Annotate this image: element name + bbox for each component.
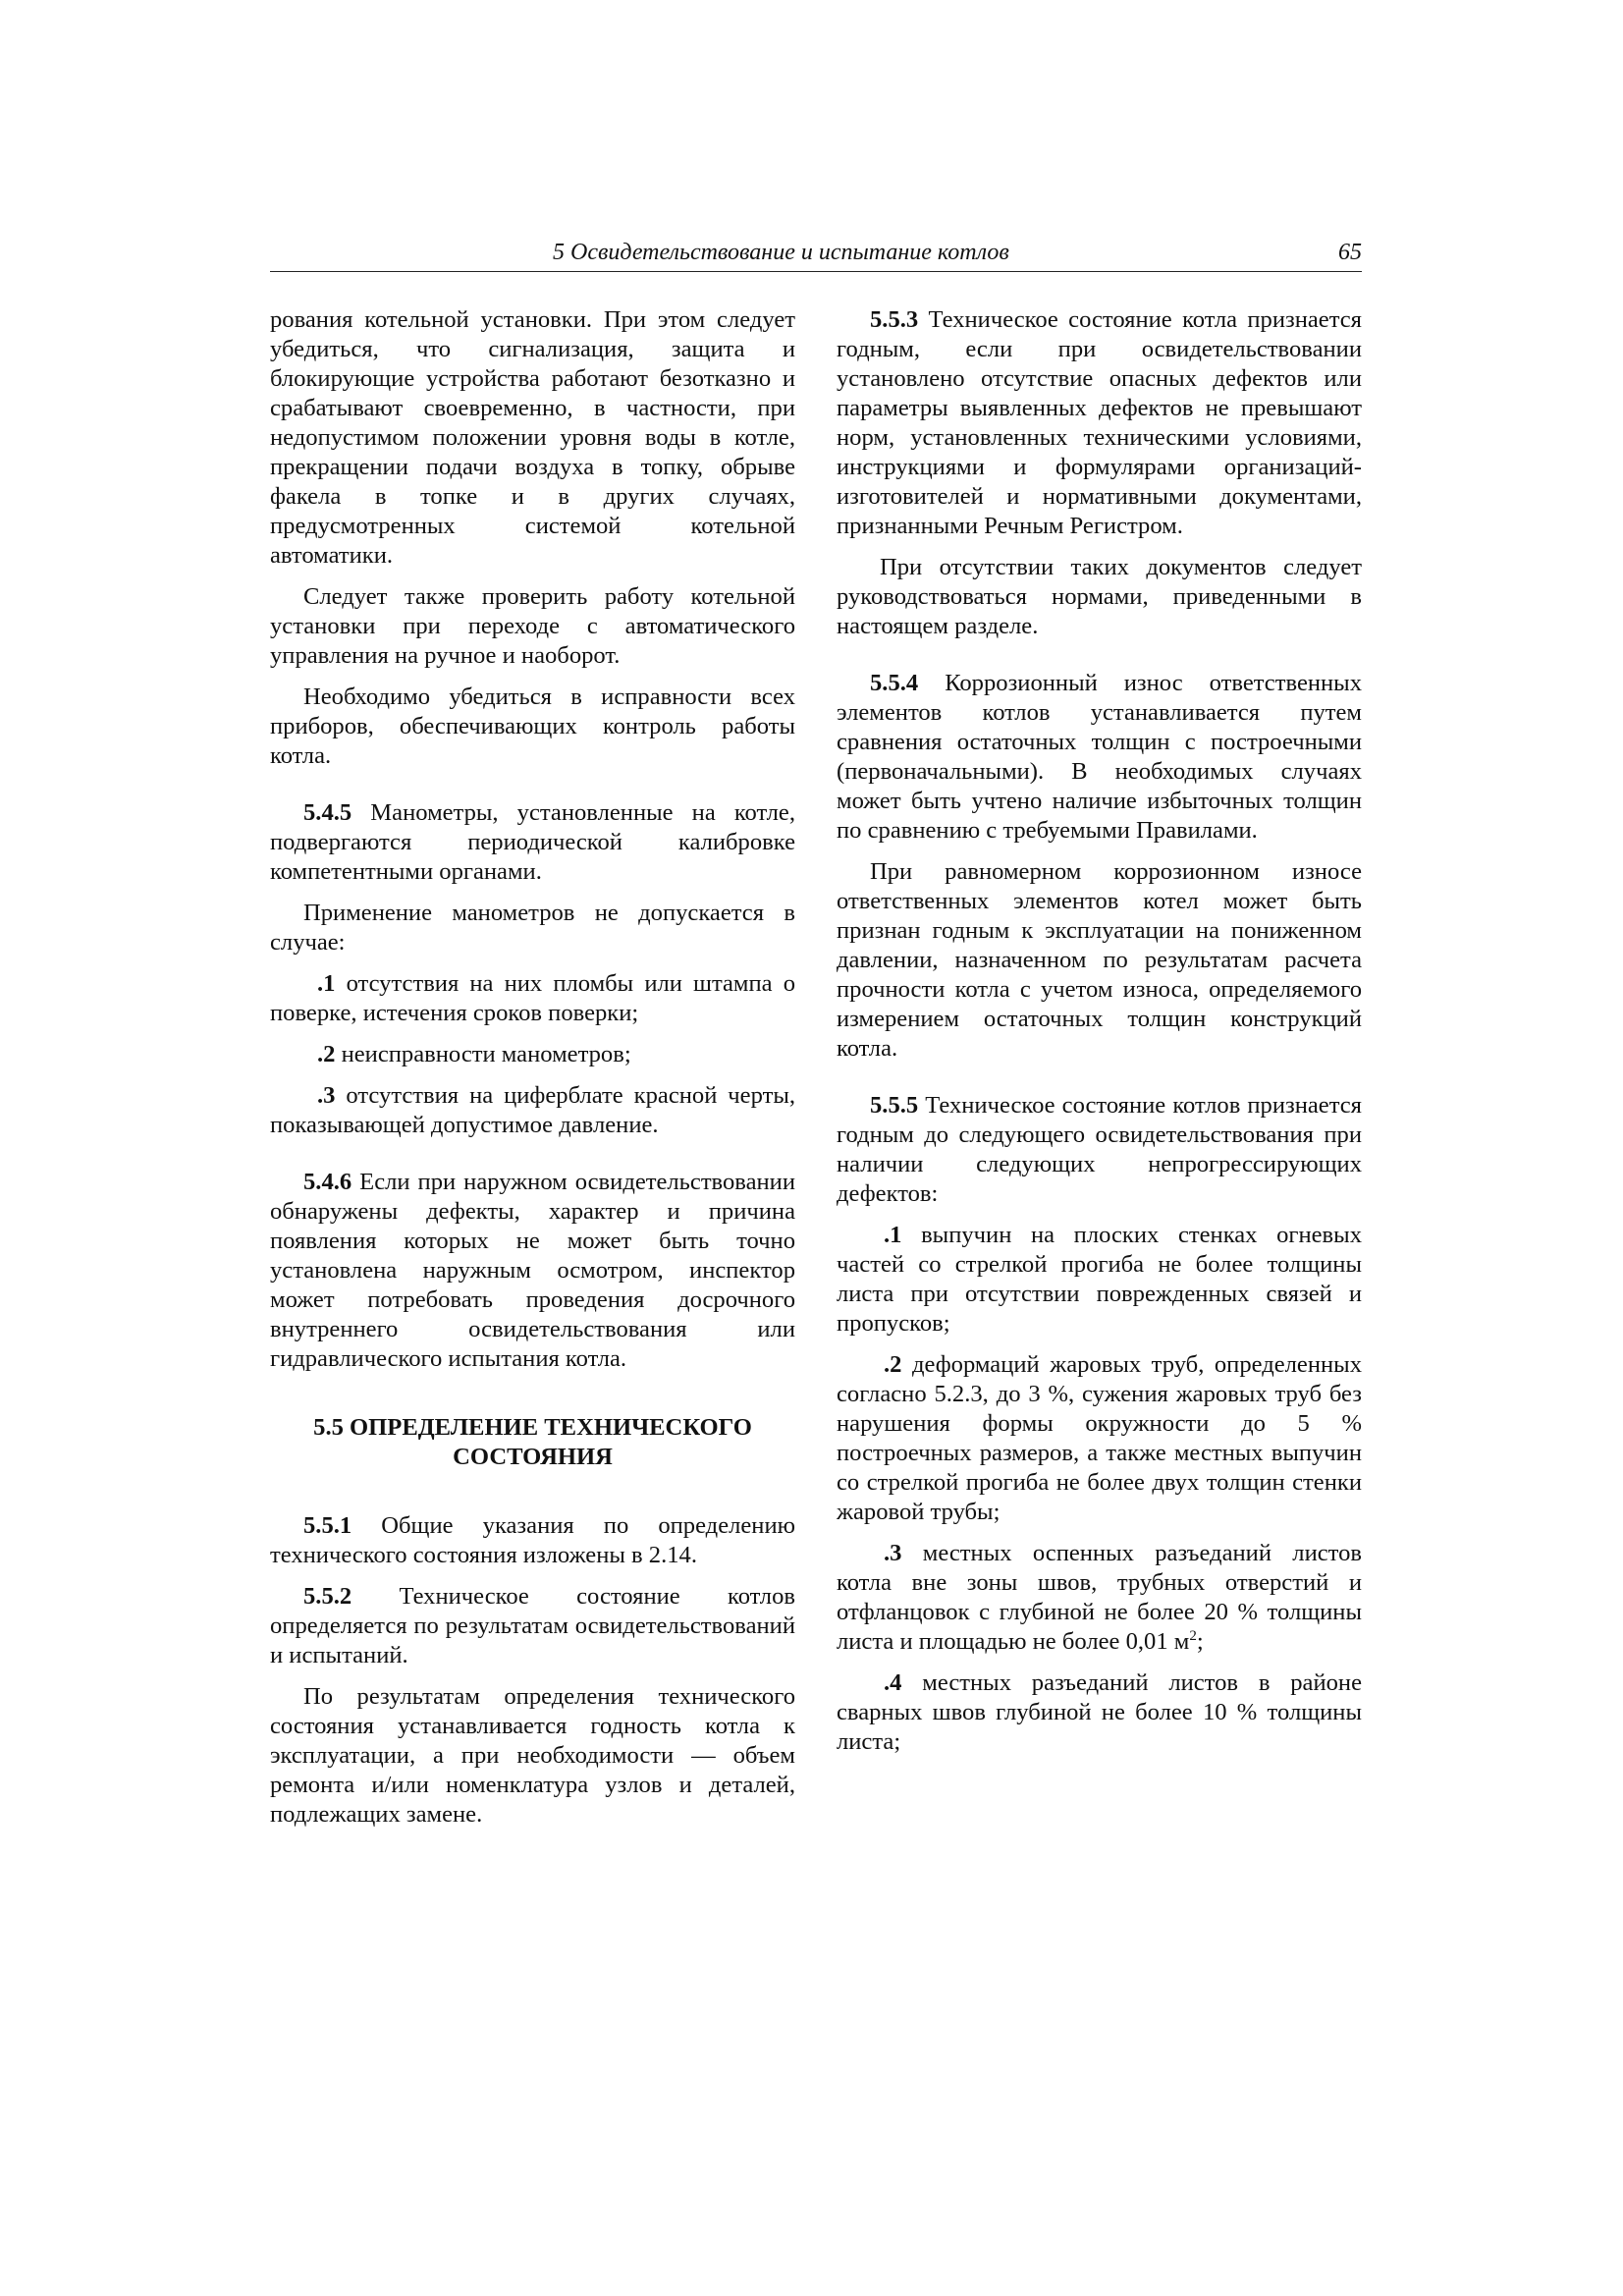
clause-5-5-3 [837,305,1362,541]
list-item [837,1539,1362,1657]
list-item [270,1081,795,1140]
right-column [837,305,1362,1769]
clause-number: 5.4.6 [303,1169,352,1195]
item-text: местных оспенных разъеданий листов котла вне зоны швов, трубных отверстий и отфланцовок с глубиной не более 20 % толщины листа и площадью не более 0,01 м [837,1540,1362,1655]
clause-text: Манометры, установленные на котле, подвергаются периодической калибровке компетентными органами. [270,799,795,885]
item-text: отсутствия на них пломбы или штампа о поверке, истечения сроков поверки; [270,970,795,1026]
list-item [837,1221,1362,1339]
clause-number: 5.5.4 [870,670,919,696]
paragraph: Применение манометров не допускается в случае: [270,900,795,956]
paragraph: рования котельной установки. При этом следует убедиться, что сигнализация, защита и блокирующие устройства работают безотказно и срабатывают своевременно, в частности, при недопустимом положении уровня воды в котле, прекращении подачи воздуха в топку, обрыве факела в топке и в других случаях, предусмотренных системой котельной автоматики. [270,306,795,569]
clause-5-5-1 [270,1511,795,1570]
list-item [270,969,795,1028]
clause-number: 5.5.3 [870,306,919,333]
clause-number: 5.4.5 [303,799,352,826]
clause-text: Техническое состояние котлов определяется по результатам освидетельствований и испытаний. [270,1583,795,1668]
paragraph: При отсутствии таких документов следует руководствоваться нормами, приведенными в настоящем разделе. [837,554,1362,639]
item-text: деформаций жаровых труб, определенных согласно 5.2.3, до 3 %, сужения жаровых труб без нарушения формы окружности до 5 % построечных размеров, а также местных выпучин со стрелкой прогиба не более двух толщин стенки жаровой трубы; [837,1351,1362,1525]
item-number: .3 [317,1082,336,1109]
superscript: 2 [1189,1627,1197,1644]
item-text-end: ; [1196,1628,1204,1655]
running-title: 5 Освидетельствование и испытание котлов [553,240,1009,265]
item-number: .1 [884,1222,902,1248]
section-heading-line: 5.5 ОПРЕДЕЛЕНИЕ ТЕХНИЧЕСКОГО [313,1414,752,1441]
paragraph: При равномерном коррозионном износе ответственных элементов котел может быть признан годным к эксплуатации на пониженном давлении, назначенном по результатам расчета прочности котла с учетом износа, определяемого измерением остаточных толщин конструкций котла. [837,858,1362,1062]
paragraph: По результатам определения технического состояния устанавливается годность котла к эксплуатации, а при необходимости — объем ремонта и/или номенклатура узлов и деталей, подлежащих замене. [270,1683,795,1828]
clause-number: 5.5.2 [303,1583,352,1610]
clause-text: Если при наружном освидетельствовании обнаружены дефекты, характер и причина появления которых не может быть точно установлена наружным осмотром, инспектор может потребовать проведения досрочного внутреннего освидетельствования или гидравлического испытания котла. [270,1169,795,1372]
clause-number: 5.5.1 [303,1512,352,1539]
paragraph: Следует также проверить работу котельной установки при переходе с автоматического управления на ручное и наоборот. [270,583,795,669]
section-heading [270,1413,795,1472]
section-heading-line: СОСТОЯНИЯ [453,1444,613,1470]
list-item [837,1350,1362,1527]
clause-text: Коррозионный износ ответственных элементов котлов устанавливается путем сравнения остаточных толщин с построечными (первоначальными). В необходимых случаях может быть учтено наличие избыточных толщин по сравнению с требуемыми Правилами. [837,670,1362,844]
list-item [837,1668,1362,1757]
clause-text: Общие указания по определению технического состояния изложены в 2.14. [270,1512,795,1568]
clause-text: Техническое состояние котла признается годным, если при освидетельствовании установлено отсутствие опасных дефектов или параметры выявленных дефектов не превышают норм, установленных техническими условиями, инструкциями и формулярами организаций-изготовителей и нормативными документами, признанными Речным Регистром. [837,306,1362,539]
running-header [270,240,1362,272]
clause-5-5-2 [270,1582,795,1670]
item-text: неисправности манометров; [335,1041,631,1067]
item-number: .4 [884,1669,902,1696]
item-number: .3 [884,1540,902,1566]
paragraph: Необходимо убедиться в исправности всех приборов, обеспечивающих контроль работы котла. [270,683,795,769]
clause-5-4-6 [270,1168,795,1374]
item-number: .2 [884,1351,902,1378]
item-number: .1 [317,970,336,997]
clause-number: 5.5.5 [870,1092,919,1119]
left-column [270,305,795,1841]
clause-5-5-4 [837,669,1362,846]
page-number: 65 [1338,240,1362,265]
item-text: местных разъеданий листов в районе сварных швов глубиной не более 10 % толщины листа; [837,1669,1362,1755]
item-number: .2 [317,1041,336,1067]
item-text: отсутствия на циферблате красной черты, показывающей допустимое давление. [270,1082,795,1138]
clause-5-4-5 [270,798,795,887]
clause-text: Техническое состояние котлов признается годным до следующего освидетельствования при наличии следующих непрогрессирующих дефектов: [837,1092,1362,1207]
list-item [270,1040,795,1069]
clause-5-5-5 [837,1091,1362,1209]
item-text: выпучин на плоских стенках огневых частей со стрелкой прогиба не более толщины листа при отсутствии поврежденных связей и пропусков; [837,1222,1362,1337]
